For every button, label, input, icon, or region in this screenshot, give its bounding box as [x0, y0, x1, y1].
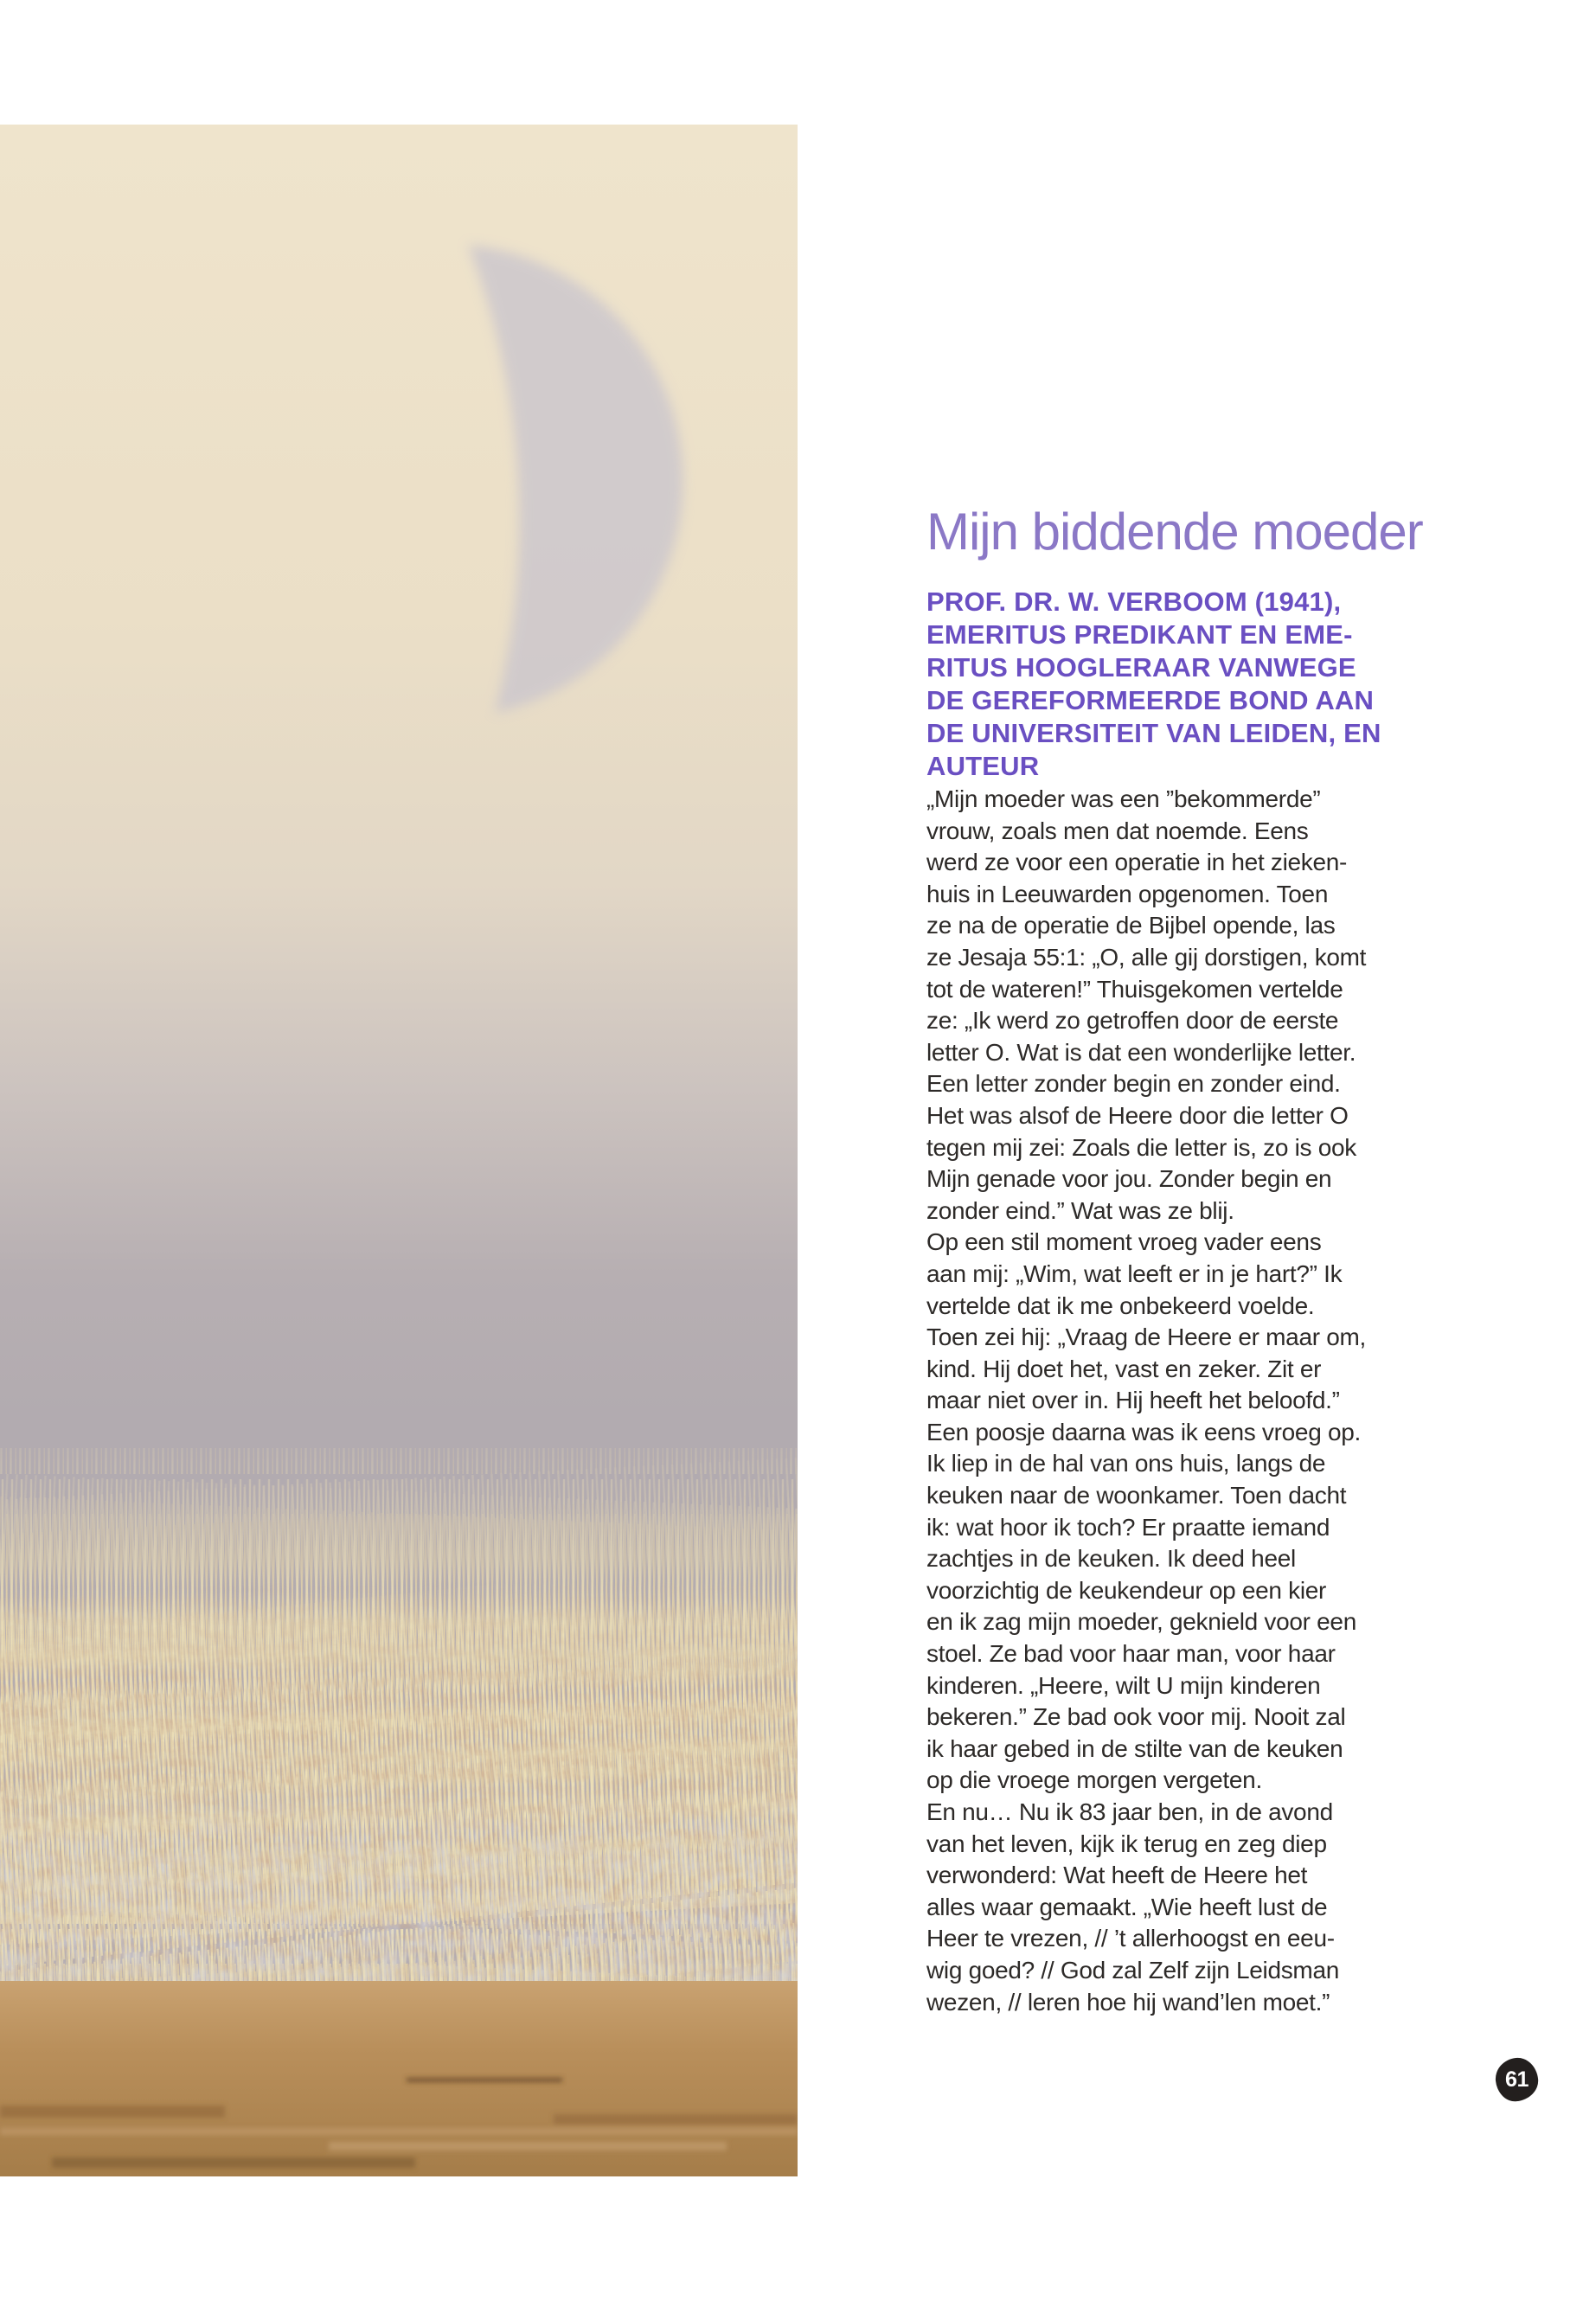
body-line: Mijn genade voor jou. Zonder begin en: [926, 1165, 1332, 1193]
body-line: wig goed? // God zal Zelf zijn Leidsman: [926, 1956, 1340, 1984]
body-line: kind. Hij doet het, vast en zeker. Zit er: [926, 1355, 1322, 1382]
body-line: keuken naar de woonkamer. Toen dacht: [926, 1482, 1347, 1509]
body-line: op die vroege morgen vergeten.: [926, 1766, 1262, 1794]
body-line: alles waar gemaakt. „Wie heeft lust de: [926, 1893, 1328, 1920]
body-line: Het was alsof de Heere door die letter O: [926, 1101, 1349, 1129]
body-line: maar niet over in. Hij heeft het beloofd.”: [926, 1387, 1340, 1414]
body-line: En nu… Nu ik 83 jaar ben, in de avond: [926, 1798, 1333, 1825]
body-line: aan mij: „Wim, wat leeft er in je hart?” Ik: [926, 1259, 1343, 1287]
body-line: van het leven, kijk ik terug en zeg diep: [926, 1830, 1327, 1857]
kicker-line: AUTEUR: [926, 751, 1040, 781]
body-line: kinderen. „Heere, wilt U mijn kinderen: [926, 1671, 1321, 1699]
body-line: verwonderd: Wat heeft de Heere het: [926, 1862, 1308, 1889]
kicker-line: RITUS HOOGLERAAR VANWEGE: [926, 652, 1356, 683]
dune-landscape-graphic: [0, 125, 798, 2176]
body-line: huis in Leeuwarden opgenomen. Toen: [926, 880, 1329, 907]
body-line: Een letter zonder begin en zonder eind.: [926, 1070, 1341, 1098]
kicker-line: DE UNIVERSITEIT VAN LEIDEN, EN: [926, 718, 1381, 748]
article-kicker: [926, 586, 1463, 783]
kicker-line: PROF. DR. W. VERBOOM (1941),: [926, 586, 1342, 617]
body-line: Heer te vrezen, // ’t allerhoogst en eeu-: [926, 1925, 1335, 1952]
kicker-line: EMERITUS PREDIKANT EN EME-: [926, 619, 1353, 650]
body-line: zonder eind.” Wat was ze blij.: [926, 1196, 1234, 1224]
body-line: „Mijn moeder was een ”bekommerde”: [926, 785, 1321, 812]
page-number: 61: [1505, 2067, 1529, 2092]
body-line: en ik zag mijn moeder, geknield voor een: [926, 1608, 1356, 1636]
body-line: Toen zei hij: „Vraag de Heere er maar om,: [926, 1324, 1367, 1351]
body-line: stoel. Ze bad voor haar man, voor haar: [926, 1640, 1336, 1668]
body-line: zachtjes in de keuken. Ik deed heel: [926, 1545, 1296, 1573]
body-line: vertelde dat ik me onbekeerd voelde.: [926, 1292, 1315, 1319]
article-column: [926, 503, 1463, 2018]
body-line: voorzichtig de keukendeur op een kier: [926, 1576, 1327, 1604]
dune-landscape-photo: [0, 125, 798, 2176]
kicker-line: DE GEREFORMEERDE BOND AAN: [926, 685, 1375, 715]
body-line: Ik liep in de hal van ons huis, langs de: [926, 1450, 1326, 1477]
body-line: letter O. Wat is dat een wonderlijke letter.: [926, 1038, 1356, 1066]
page-number-badge: [1494, 2056, 1541, 2104]
body-line: ik: wat hoor ik toch? Er praatte iemand: [926, 1513, 1330, 1541]
body-line: ze: „Ik werd zo getroffen door de eerste: [926, 1007, 1339, 1035]
body-line: werd ze voor een operatie in het zieken-: [926, 849, 1348, 876]
body-line: bekeren.” Ze bad ook voor mij. Nooit zal: [926, 1703, 1346, 1731]
body-line: wezen, // leren hoe hij wand’len moet.”: [926, 1988, 1330, 2016]
body-line: vrouw, zoals men dat noemde. Eens: [926, 817, 1309, 844]
body-line: ze na de operatie de Bijbel opende, las: [926, 912, 1336, 939]
body-line: ik haar gebed in de stilte van de keuken: [926, 1734, 1343, 1762]
article-title: Mijn biddende moeder: [926, 503, 1423, 561]
body-line: Een poosje daarna was ik eens vroeg op.: [926, 1418, 1361, 1445]
article-body: [926, 784, 1463, 2018]
body-line: Op een stil moment vroeg vader eens: [926, 1228, 1322, 1256]
body-line: tot de wateren!” Thuisgekomen vertelde: [926, 975, 1343, 1003]
body-line: tegen mij zei: Zoals die letter is, zo is ook: [926, 1133, 1356, 1161]
body-line: ze Jesaja 55:1: „O, alle gij dorstigen, komt: [926, 943, 1367, 971]
